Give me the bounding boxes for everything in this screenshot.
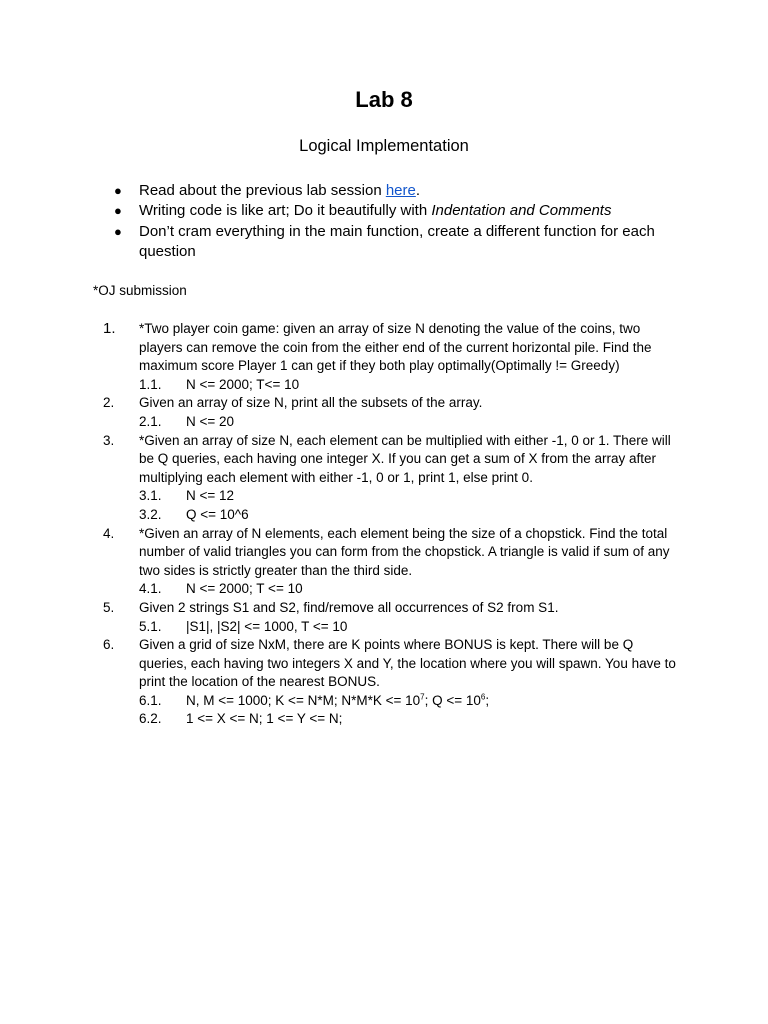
exponent: 7 (420, 692, 425, 702)
constraint-number: 3.2. (139, 506, 162, 522)
problem-text: Given an array of size N, print all the subsets of the array. (139, 395, 483, 411)
problem-item (0, 394, 679, 413)
constraint-item (0, 413, 768, 432)
bullet-item (114, 201, 684, 221)
problem-number: 2. (103, 395, 115, 411)
problem-number: 5. (103, 599, 115, 615)
constraint-number: 4.1. (139, 581, 162, 597)
constraint-item (0, 618, 768, 637)
constraint-number: 1.1. (139, 376, 162, 392)
constraint-number: 5.1. (139, 618, 162, 634)
here-link[interactable]: here (385, 182, 416, 199)
bullet-dot-icon: ● (114, 183, 122, 198)
problem-number: 3. (103, 432, 115, 448)
constraint-text: 1 <= X <= N; 1 <= Y <= N; (186, 711, 343, 727)
problem-text: Given a grid of size NxM, there are K points where BONUS is kept. There will be Q queries, each having two integers X and Y, the location where you will spawn. You have to print the location of the nearest BONUS. (139, 637, 676, 690)
constraint-text: |S1|, |S2| <= 1000, T <= 10 (186, 618, 348, 634)
bullet-text-suffix: . (415, 182, 421, 199)
constraint-item (0, 710, 768, 729)
constraint-number: 6.1. (139, 692, 162, 708)
problem-number: 4. (103, 525, 115, 541)
bullet-item (114, 222, 684, 263)
constraint-item (0, 692, 768, 711)
page-subtitle: Logical Implementation (299, 137, 469, 155)
problem-item (0, 320, 679, 376)
problem-number: 6. (103, 637, 115, 653)
constraint-number: 2.1. (139, 413, 162, 429)
constraint-text: N <= 12 (186, 488, 235, 504)
bullet-list (114, 181, 684, 262)
bullet-text: Writing code is like art; Do it beautifully with (139, 202, 432, 220)
problem-item (0, 432, 679, 488)
problem-number: 1. (103, 320, 116, 337)
constraint-text (186, 693, 489, 708)
constraint-text: Q <= 10^6 (186, 506, 249, 522)
bullet-item (114, 181, 684, 201)
constraint-text: N <= 2000; T <= 10 (186, 581, 303, 597)
problem-text: Given 2 strings S1 and S2, find/remove all occurrences of S2 from S1. (139, 599, 559, 615)
bullet-text: Don’t cram everything in the main function, create a different function for each question (139, 222, 655, 260)
constraint-item (0, 487, 768, 506)
constraint-text: N <= 20 (186, 413, 235, 429)
bullet-dot-icon: ● (114, 203, 122, 219)
constraint-text-part: N, M <= 1000; K <= N*M; N*M*K <= 10 (186, 692, 421, 708)
problem-item (0, 636, 679, 692)
constraint-text-part: ; Q <= 10 (424, 692, 481, 708)
constraint-number: 3.1. (139, 488, 162, 504)
problem-item (0, 599, 679, 618)
bullet-text: Read about the previous lab session (139, 182, 386, 199)
constraint-text-part: ; (485, 692, 490, 708)
constraint-text: N <= 2000; T<= 10 (186, 376, 300, 392)
problem-text: *Given an array of size N, each element can be multiplied with either -1, 0 or 1. There will be Q queries, each having one integer X. If you can get a sum of X from the array after multiplying each element with either -1, 0 or 1, print 1, else print 0. (139, 432, 671, 485)
constraint-item (0, 506, 768, 525)
constraint-number: 6.2. (139, 711, 162, 727)
problem-list (0, 320, 768, 729)
constraint-item (0, 376, 768, 395)
constraint-item (0, 580, 768, 599)
problem-text: *Two player coin game: given an array of size N denoting the value of the coins, two players can remove the coin from the either end of the current horizontal pile. Find the maximum score Player 1 can get if they both play optimally(Optimally != Greedy) (139, 321, 652, 374)
oj-submission-note: *OJ submission (93, 283, 187, 298)
bullet-emphasis: Indentation and Comments (431, 202, 612, 220)
bullet-dot-icon: ● (114, 223, 122, 239)
problem-text: *Given an array of N elements, each element being the size of a chopstick. Find the total number of valid triangles you can form from the chopstick. A triangle is valid if sum of any two sides is strictly greater than the third side. (139, 525, 670, 578)
page-title: Lab 8 (355, 87, 413, 112)
problem-item (0, 525, 679, 581)
exponent: 6 (480, 692, 486, 702)
